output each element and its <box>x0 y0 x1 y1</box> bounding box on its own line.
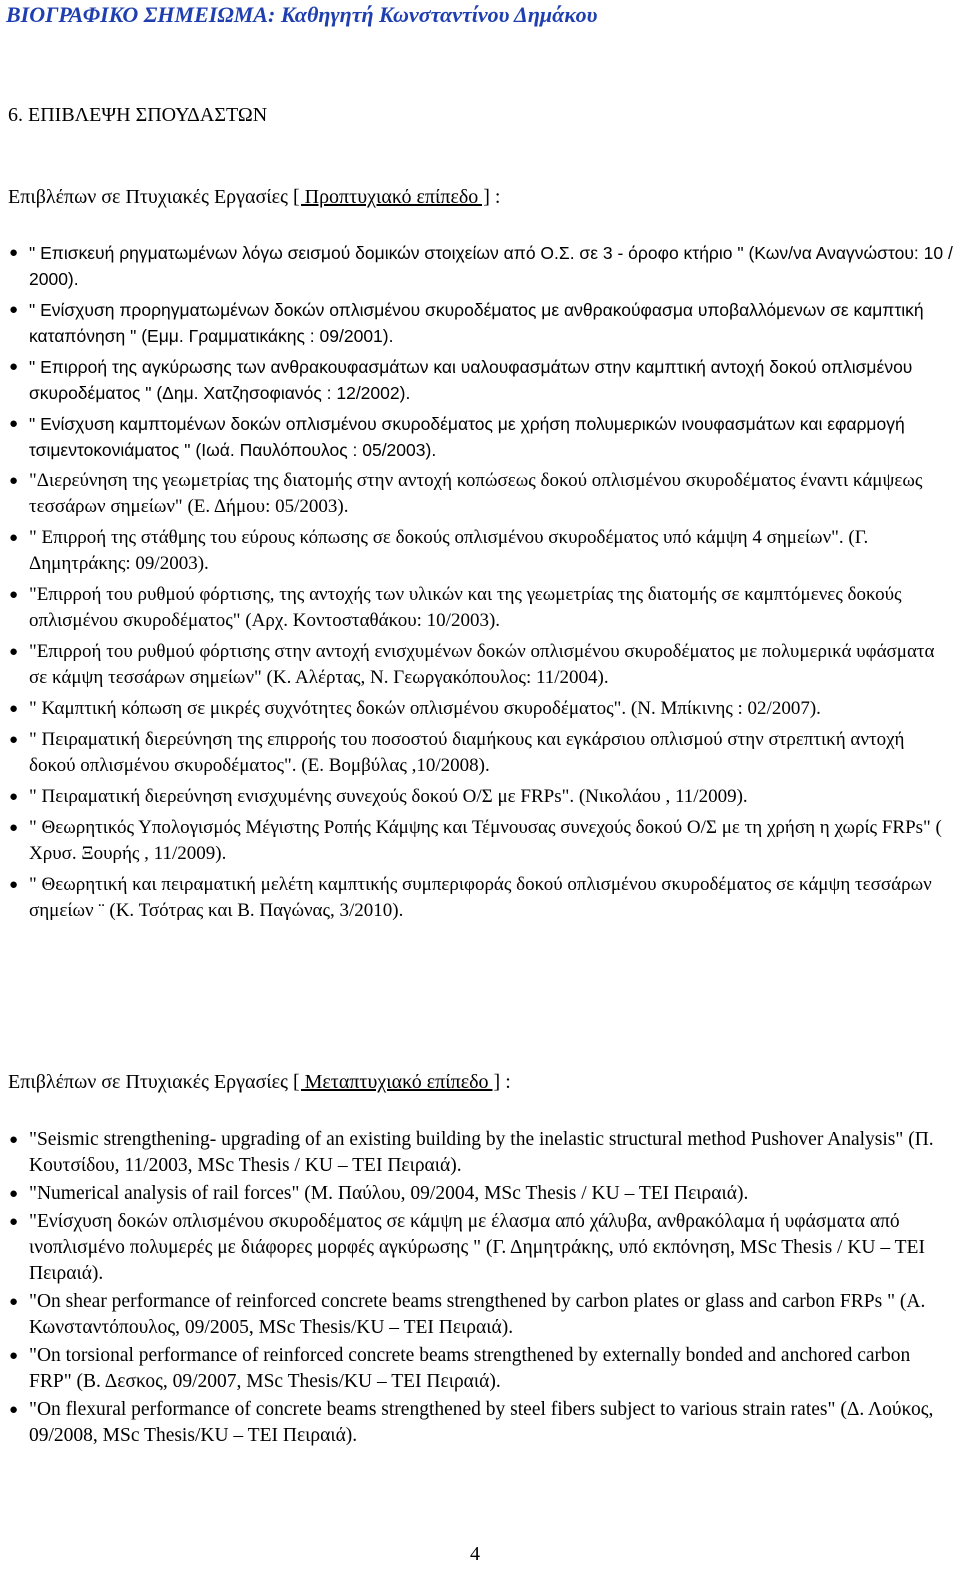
list-item <box>0 1127 955 1179</box>
list-item-text: " Πειραματική διερεύνηση ενισχυμένης συνεχούς δοκού Ο/Σ με FRPs". (Νικολάου , 11/2009). <box>29 786 748 807</box>
list-item-text: "On torsional performance of reinforced concrete beams strengthened by externally bonded and anchored carbon FRP" (Β. Δεσκος, 09/2007, MSc Thesis/KU – TEI Πειραιά). <box>29 1345 911 1392</box>
list-item-text: "Επιρροή του ρυθμού φόρτισης, της αντοχής των υλικών και της γεωμετρίας της διατομής σε καμπτόμενες δοκούς οπλισμένου σκυροδέματος" (Αρχ. Κοντοσταθάκου: 10/2003). <box>29 584 902 631</box>
list-item-text: " Θεωρητικός Υπολογισμός Μέγιστης Ροπής Κάμψης και Τέμνουσας συνεχούς δοκού Ο/Σ με τη χρήση η χωρίς FRPs" ( Χρυσ. Ξουρής , 11/2009). <box>29 817 942 864</box>
bullet-icon: ● <box>9 644 19 660</box>
list-item <box>0 1343 955 1395</box>
undergrad-heading <box>8 186 500 209</box>
list-item-text: " Επιρροή της αγκύρωσης των ανθρακουφασμάτων και υαλουφασμάτων στην καμπτική αντοχή δοκού οπλισμένου σκυροδέματος " (Δημ. Χατζησοφιανός : 12/2002). <box>29 357 913 403</box>
undergrad-list <box>0 240 955 929</box>
bullet-icon: ● <box>9 1402 19 1418</box>
list-item <box>0 297 955 349</box>
list-item-text: " Θεωρητική και πειραματική μελέτη καμπτικής συμπεριφοράς δοκού οπλισμένου σκυροδέματος σε κάμψη τεσσάρων σημείων ¨ (Κ. Τσότρας και Β. Παγώνας, 3/2010). <box>29 874 932 921</box>
bullet-icon: ● <box>9 820 19 836</box>
list-item <box>0 696 955 722</box>
undergrad-heading-lead: Επιβλέπων σε Πτυχιακές Εργασίες <box>8 186 293 208</box>
list-item <box>0 240 955 292</box>
bullet-icon: ● <box>9 587 19 603</box>
bullet-icon: ● <box>9 877 19 893</box>
list-item <box>0 1289 955 1341</box>
list-item <box>0 525 955 577</box>
list-item <box>0 468 955 520</box>
bullet-icon: ● <box>9 1214 19 1230</box>
list-item-text: "On flexural performance of concrete beams strengthened by steel fibers subject to various strain rates" (Δ. Λούκος, 09/2008, MSc Thesis/KU – TEI Πειραιά). <box>29 1399 934 1446</box>
bullet-icon: ● <box>9 789 19 805</box>
list-item <box>0 1181 955 1207</box>
postgrad-heading-lead: Επιβλέπων σε Πτυχιακές Εργασίες <box>8 1071 293 1093</box>
undergrad-heading-level: [ Προπτυχιακό επίπεδο ] <box>292 186 490 208</box>
bullet-icon: ● <box>9 244 19 261</box>
postgrad-heading-tail: : <box>500 1071 511 1093</box>
section-title: 6. ΕΠΙΒΛΕΨΗ ΣΠΟΥΔΑΣΤΩΝ <box>8 104 268 126</box>
bullet-icon: ● <box>9 530 19 546</box>
list-item <box>0 784 955 810</box>
header-prefix: ΒΙΟΓΡΑΦΙΚΟ ΣΗΜΕΙΩΜΑ: <box>6 2 276 27</box>
bullet-icon: ● <box>9 473 19 489</box>
bullet-icon: ● <box>9 1348 19 1364</box>
bullet-icon: ● <box>9 301 19 318</box>
list-item <box>0 815 955 867</box>
bullet-icon: ● <box>9 701 19 717</box>
list-item-text: " Καμπτική κόπωση σε μικρές συχνότητες δοκών οπλισμένου σκυροδέματος". (Ν. Μπίκινης : 02/2007). <box>29 698 821 719</box>
postgrad-heading-level: [ Μεταπτυχιακό επίπεδο ] <box>292 1071 501 1093</box>
list-item-text: "Επιρροή του ρυθμού φόρτισης στην αντοχή ενισχυμένων δοκών οπλισμένου σκυροδέματος με πολυμερικά υφάσματα σε κάμψη τεσσάρων σημείων" (Κ. Αλέρτας, Ν. Γεωργακόπουλος: 11/2004). <box>29 641 935 688</box>
list-item-text: "Numerical analysis of rail forces" (Μ. Παύλου, 09/2004, MSc Thesis / KU – TEI Πειραιά). <box>29 1183 749 1204</box>
list-item <box>0 354 955 406</box>
list-item <box>0 727 955 779</box>
list-item-text: "Ενίσχυση δοκών οπλισμένου σκυροδέματος σε κάμψη με έλασμα από χάλυβα, ανθρακόλαμα ή υφάσματα από ινοπλισμένο πολυμερές με διάφορες μορφές αγκύρωσης " (Γ. Δημητράκης, υπό εκπόνηση, MSc Thesis / KU – TEI Πειραιά). <box>29 1211 925 1284</box>
list-item-text: "On shear performance of reinforced concrete beams strengthened by carbon plates or glass and carbon FRPs " (Α. Κωνσταντόπουλος, 09/2005, MSc Thesis/KU – TEI Πειραιά). <box>29 1291 926 1338</box>
bullet-icon: ● <box>9 358 19 375</box>
list-item-text: " Πειραματική διερεύνηση της επιρροής του ποσοστού διαμήκους και εγκάρσιου οπλισμού στην στρεπτική αντοχή δοκού οπλισμένου σκυροδέματος". (Ε. Βομβύλας ,10/2008). <box>29 729 905 776</box>
list-item <box>0 411 955 463</box>
list-item-text: " Ενίσχυση καμπτομένων δοκών οπλισμένου σκυροδέματος με χρήση πολυμερικών ινουφασμάτων και εφαρμογή τσιμεντοκονιάματος " (Ιωά. Παυλόπουλος : 05/2003). <box>29 414 905 460</box>
list-item <box>0 872 955 924</box>
page-header <box>6 2 597 28</box>
bullet-icon: ● <box>9 415 19 432</box>
list-item-text: "Seismic strengthening- upgrading of an existing building by the inelastic structural method Pushover Analysis" (Π. Κουτσίδου, 11/2003, MSc Thesis / KU – TEI Πειραιά). <box>29 1129 934 1176</box>
postgrad-list <box>0 1127 955 1451</box>
list-item <box>0 1397 955 1449</box>
list-item <box>0 582 955 634</box>
bullet-icon: ● <box>9 732 19 748</box>
postgrad-heading <box>8 1071 511 1094</box>
bullet-icon: ● <box>9 1186 19 1202</box>
list-item <box>0 1209 955 1287</box>
list-item <box>0 639 955 691</box>
list-item-text: "Διερεύνηση της γεωμετρίας της διατομής στην αντοχή κοπώσεως δοκού οπλισμένου σκυροδέματος έναντι κάμψεως τεσσάρων σημείων" (Ε. Δήμου: 05/2003). <box>29 470 923 517</box>
list-item-text: " Ενίσχυση προρηγματωμένων δοκών οπλισμένου σκυροδέματος με ανθρακούφασμα υποβαλλόμενων σε καμπτική καταπόνηση " (Εμμ. Γραμματικάκης : 09/2001). <box>29 300 924 346</box>
page-number: 4 <box>470 1543 480 1565</box>
bullet-icon: ● <box>9 1132 19 1148</box>
header-name: Καθηγητή Κωνσταντίνου Δημάκου <box>280 2 598 27</box>
list-item-text: " Επισκευή ρηγματωμένων λόγω σεισμού δομικών στοιχείων από Ο.Σ. σε 3 - όροφο κτήριο " (Κων/να Αναγνώστου: 10 / 2000). <box>29 243 953 289</box>
bullet-icon: ● <box>9 1294 19 1310</box>
undergrad-heading-tail: : <box>489 186 501 208</box>
list-item-text: " Επιρροή της στάθμης του εύρους κόπωσης σε δοκούς οπλισμένου σκυροδέματος υπό κάμψη 4 σημείων". (Γ. Δημητράκης: 09/2003). <box>29 527 869 574</box>
